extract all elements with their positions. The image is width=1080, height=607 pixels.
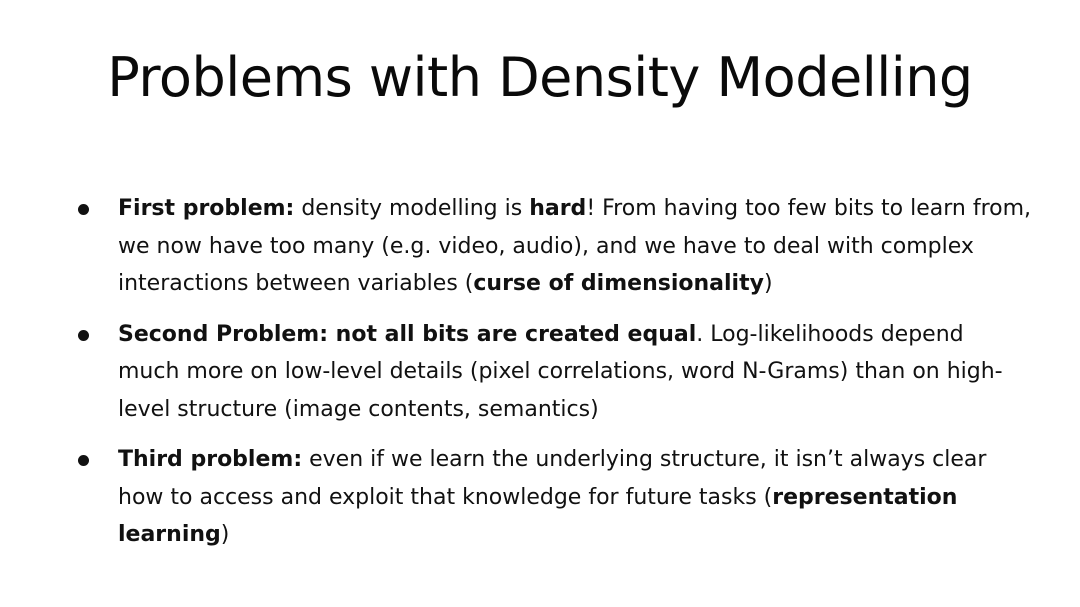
bullet-1-text-a: density modelling is [294, 196, 530, 221]
bullet-3-lead: Third problem: [118, 447, 303, 472]
slide-title: Problems with Density Modelling [107, 46, 973, 109]
bullet-1-lead: First problem: [118, 196, 295, 221]
bullet-1-text-c: ) [763, 271, 773, 296]
bullet-item-2 [72, 316, 1032, 429]
bullet-3-text-a: even if we learn the underlying structure, it isn’t always clear how to access and exploit that knowledge for future tasks ( [118, 447, 987, 510]
bullet-3-emphasis-representation: representation learning [118, 484, 958, 547]
bullet-list [72, 190, 1032, 567]
bullet-2-text-a: . Log-likelihoods depend much more on low-level details (pixel correlations, word N-Grams) than on high-level structure (image contents, semantics) [118, 321, 1003, 422]
bullet-1-text-b: ! From having too few bits to learn from, we now have too many (e.g. video, audio), and we have to deal with complex interactions between variables ( [118, 196, 1032, 296]
bullet-1-emphasis-curse: curse of dimensionality [473, 271, 764, 296]
bullet-item-3 [72, 441, 1032, 554]
bullet-dot-icon [78, 455, 89, 466]
bullet-dot-icon [78, 204, 89, 215]
bullet-1-emphasis-hard: hard [529, 196, 587, 221]
bullet-2-lead: Second Problem: not all bits are created equal [118, 321, 697, 347]
bullet-item-1 [72, 190, 1032, 303]
bullet-3-text-b: ) [220, 522, 230, 547]
bullet-dot-icon [78, 330, 89, 341]
